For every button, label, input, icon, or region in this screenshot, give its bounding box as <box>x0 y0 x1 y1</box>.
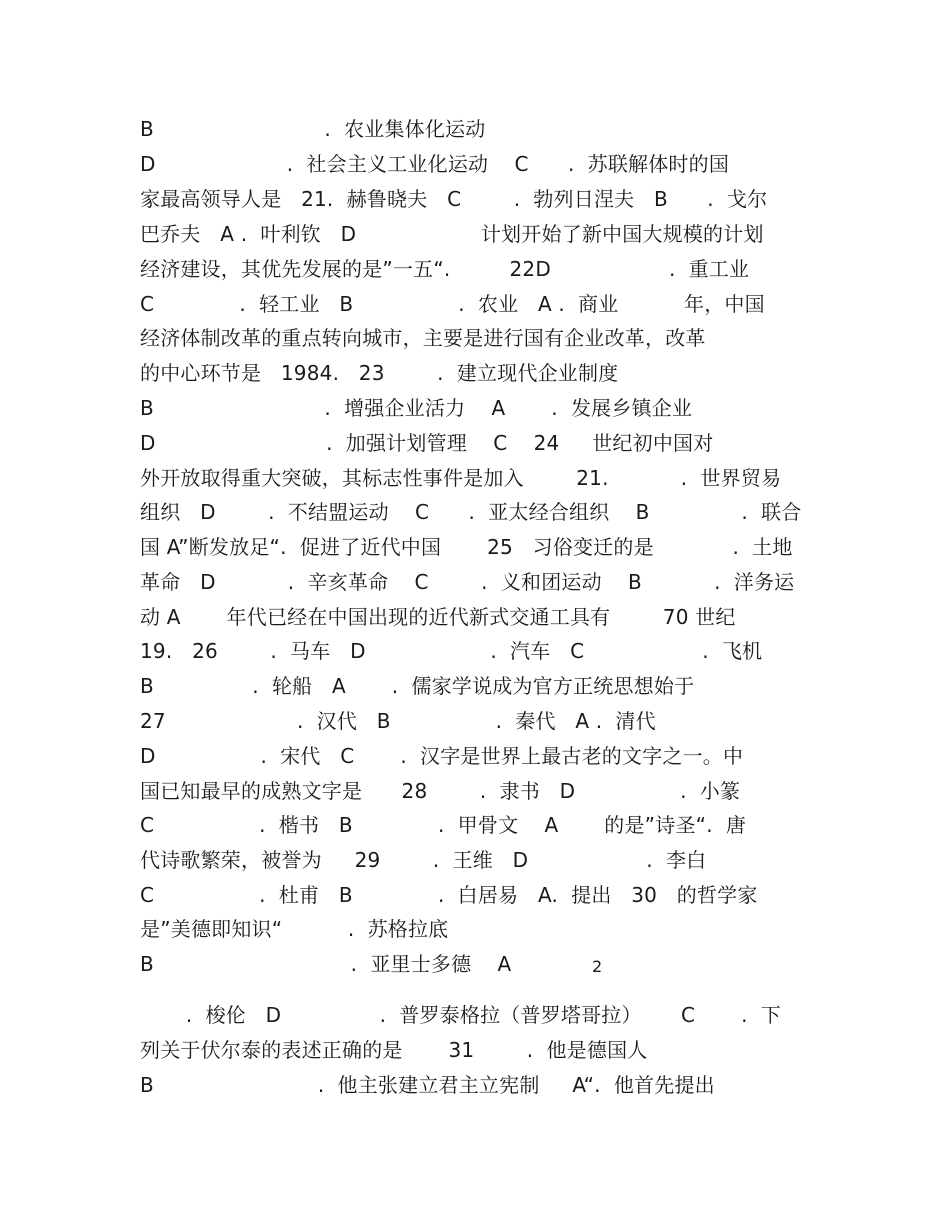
text-line: 代诗歌繁荣，被誉为 29 . 王维 D . 李白 <box>140 848 707 872</box>
text-line: 组织 D . 不结盟运动 C . 亚太经合组织 B . 联合 <box>140 500 802 524</box>
text-line: 家最高领导人是 21. 赫鲁晓夫 C . 勃列日涅夫 B . 戈尔 <box>140 187 768 211</box>
text-line: 经济建设，其优先发展的是”一五“. 22D . 重工业 <box>140 257 750 281</box>
text-line: B . 增强企业活力 A . 发展乡镇企业 <box>140 396 693 420</box>
text-line: 国已知最早的成熟文字是 28 . 隶书 D . 小篆 <box>140 779 741 803</box>
text-line: 外开放取得重大突破，其标志性事件是加入 21. . 世界贸易 <box>140 466 782 490</box>
text-line: B . 他主张建立君主立宪制 A“. 他首先提出 <box>140 1073 715 1097</box>
text-line: B . 农业集体化运动 <box>140 117 486 141</box>
page-number: 2 <box>592 957 603 976</box>
text-line: 是”美德即知识“ . 苏格拉底 <box>140 917 449 941</box>
text-line: B . 亚里士多德 A <box>140 952 512 976</box>
text-line: B . 轮船 A . 儒家学说成为官方正统思想始于 <box>140 674 695 698</box>
text-line: 列关于伏尔泰的表述正确的是 31 . 他是德国人 <box>140 1038 648 1062</box>
text-line: D . 加强计划管理 C 24 世纪初中国对 <box>140 431 714 455</box>
text-line: C . 杜甫 B . 白居易 A. 提出 30 的哲学家 <box>140 883 758 907</box>
text-line: 动 A 年代已经在中国出现的近代新式交通工具有 70 世纪 <box>140 605 736 629</box>
text-line: . 梭伦 D . 普罗泰格拉（普罗塔哥拉） C . 下 <box>140 1003 781 1027</box>
text-line: C . 楷书 B . 甲骨文 A 的是”诗圣“. 唐 <box>140 813 747 837</box>
text-line: D . 宋代 C . 汉字是世界上最古老的文字之一。中 <box>140 744 744 768</box>
text-line: 经济体制改革的重点转向城市，主要是进行国有企业改革，改革 <box>140 326 706 350</box>
text-line: 19. 26 . 马车 D . 汽车 C . 飞机 <box>140 639 763 663</box>
text-line: 巴乔夫 A . 叶利钦 D 计划开始了新中国大规模的计划 <box>140 222 764 246</box>
text-line: 革命 D . 辛亥革命 C . 义和团运动 B . 洋务运 <box>140 570 795 594</box>
text-line: 国 A”断发放足“. 促进了近代中国 25 习俗变迁的是 . 土地 <box>140 535 793 559</box>
text-line: 的中心环节是 1984. 23 . 建立现代企业制度 <box>140 361 619 385</box>
text-line: 27 . 汉代 B . 秦代 A . 清代 <box>140 709 656 733</box>
text-line: D . 社会主义工业化运动 C . 苏联解体时的国 <box>140 152 730 176</box>
text-line: C . 轻工业 B . 农业 A . 商业 年，中国 <box>140 292 765 316</box>
